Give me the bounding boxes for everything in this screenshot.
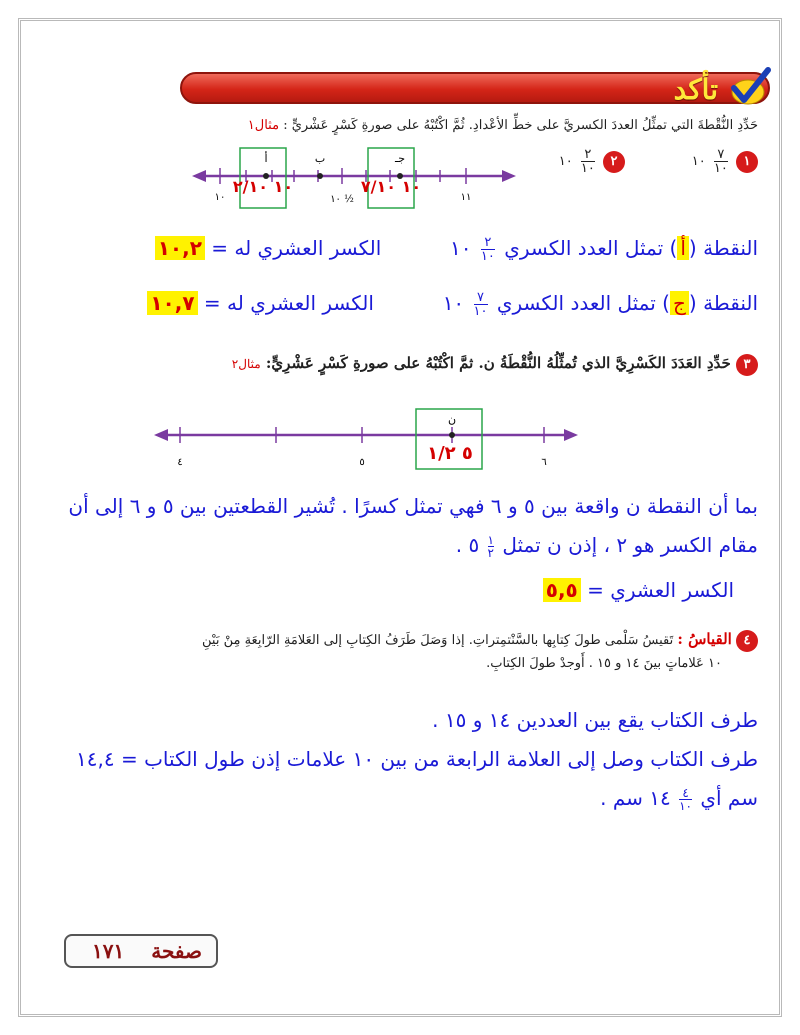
- point-label-a: أ: [264, 152, 268, 165]
- answer-a-decimal-value: ١٠,٢: [155, 236, 205, 260]
- point-label-b: ب: [314, 152, 326, 165]
- answer-a-point: أ: [677, 236, 689, 260]
- answer-a-mid: ) تمثل العدد الكسري: [504, 236, 678, 260]
- tick-label-11: ١١: [460, 192, 472, 203]
- ex1-whole: ١٠: [691, 154, 706, 169]
- handwritten-answer-n: ٥ ١/٢: [427, 443, 473, 464]
- question-number-badge: ٣: [736, 354, 758, 376]
- page-number: ١٧١: [92, 939, 125, 963]
- answer-3-whole: ٥: [468, 533, 480, 557]
- answer-c-denominator: ١٠: [473, 304, 488, 319]
- answer-4-line-3: [600, 786, 758, 812]
- ex1-denominator: ١٠: [713, 161, 728, 176]
- answer-c-decimal-label: الكسر العشري له =: [203, 291, 374, 315]
- answer-4-denominator: ١٠: [679, 799, 692, 813]
- section-banner: [180, 70, 778, 106]
- exercise-2: [559, 148, 625, 175]
- question-4: [202, 630, 758, 652]
- answer-c-point: ج: [670, 291, 689, 315]
- answer-a-prefix: النقطة (: [688, 236, 758, 260]
- answer-c-decimal-value: ١٠,٧: [147, 291, 197, 315]
- number-line-2: [150, 405, 590, 477]
- question-4-label: القياسُ :: [677, 630, 732, 648]
- tick-label-4: ٤: [177, 457, 183, 468]
- page-label: صفحة: [151, 939, 202, 963]
- answer-line-c: [147, 291, 758, 318]
- answer-c-prefix: النقطة (: [688, 291, 758, 315]
- exercise-number-badge: ٢: [603, 151, 625, 173]
- instruction-line: [248, 118, 758, 133]
- example-tag: مثال٢: [231, 357, 261, 371]
- answer-3-line-1: بما أن النقطة ن واقعة بين ٥ و ٦ فهي تمثل كسرًا . تُشير القطعتين بين ٥ و ٦ إلى أن: [68, 494, 758, 518]
- exercise-1: [692, 148, 758, 175]
- tick-label-6: ٦: [541, 457, 547, 468]
- question-4-text-1: تَقيسُ سَلْمى طولَ كِتابِها بالسَّنْتمِتراتِ. إذا وَصَلَ طَرَفُ الكِتابِ إلى العَلامَةِ الرّابِعَةِ مِنْ بَيْنِ: [202, 633, 674, 648]
- answer-a-numerator: ٢: [481, 236, 495, 250]
- answer-3-denominator: ٢: [487, 546, 494, 560]
- answer-3-line-2: [456, 533, 758, 559]
- answer-4-whole: ١٤: [649, 786, 671, 810]
- tick-label-5: ٥: [359, 457, 365, 468]
- question-3-text: حَدِّدِ العَدَدَ الكَسْرِيَّ الذي تُمثِّلُهُ النُّقْطَةُ ن. ثمَّ اكْتُبْهُ على صورةِ كَسْرٍ عَشْرِيٍّ:: [265, 354, 731, 372]
- exercise-number-badge: ١: [736, 151, 758, 173]
- answer-c-numerator: ٧: [474, 291, 488, 305]
- answer-c-mid: ) تمثل العدد الكسري: [496, 291, 670, 315]
- question-3: [232, 354, 758, 376]
- answer-a-denominator: ١٠: [480, 249, 495, 264]
- page-number-box: [64, 934, 218, 968]
- answer-3-line-3: [543, 578, 734, 602]
- answer-3-decimal-label: الكسر العشري =: [587, 578, 734, 602]
- ex2-numerator: ٢: [581, 148, 595, 162]
- point-label-c: جـ: [394, 152, 406, 165]
- instruction-text: حَدِّدِ النُّقْطةَ التي تمثِّلُ العددَ الكسريَّ على خطِّ الأعْدادِ. ثُمَّ اكْتُبْهُ على صورةِ كَسْرٍ عَشْريٍّ :: [283, 118, 758, 133]
- answer-3-end: .: [455, 533, 463, 557]
- answer-3-line-2-text: مقام الكسر هو ٢ ، إذن ن تمثل: [502, 533, 758, 557]
- ex2-whole: ١٠: [558, 154, 573, 169]
- answer-c-whole: ١٠: [442, 291, 465, 315]
- checkmark-icon: [726, 66, 772, 108]
- answer-a-whole: ١٠: [450, 236, 472, 260]
- number-line-1: [190, 140, 520, 212]
- section-title: تأكد: [673, 73, 718, 106]
- ex2-denominator: ١٠: [580, 161, 595, 176]
- ex1-numerator: ٧: [714, 148, 728, 162]
- question-number-badge: ٤: [736, 630, 758, 652]
- example-tag: مثال١: [247, 118, 280, 133]
- answer-4-end: سم .: [600, 786, 643, 810]
- answer-3-decimal-value: ٥,٥: [543, 578, 581, 602]
- tick-label-10-half: ١٠ ½: [330, 194, 354, 205]
- answer-4-numerator: ٤: [679, 787, 692, 800]
- question-4-text-2: ١٠ عَلاماتٍ بينَ ١٤ و ١٥ . أَوجدْ طولَ الكِتابِ.: [486, 656, 722, 671]
- point-label-n: ن: [447, 413, 457, 426]
- handwritten-answer-a: ١٠ ٢/١٠: [232, 177, 294, 196]
- answer-4-line-1: طرف الكتاب يقع بين العددين ١٤ و ١٥ .: [432, 708, 758, 732]
- answer-line-a: [155, 236, 758, 263]
- answer-4-line-3-text: سم أي: [700, 786, 758, 810]
- handwritten-answer-c: ١٠ ٧/١٠: [360, 177, 422, 196]
- answer-4-line-2: طرف الكتاب وصل إلى العلامة الرابعة من بين ١٠ علامات إذن طول الكتاب = ١٤,٤: [76, 747, 758, 771]
- answer-3-numerator: ١: [487, 533, 494, 547]
- tick-label-10: ١٠: [214, 192, 226, 203]
- answer-a-decimal-label: الكسر العشري له =: [211, 236, 382, 260]
